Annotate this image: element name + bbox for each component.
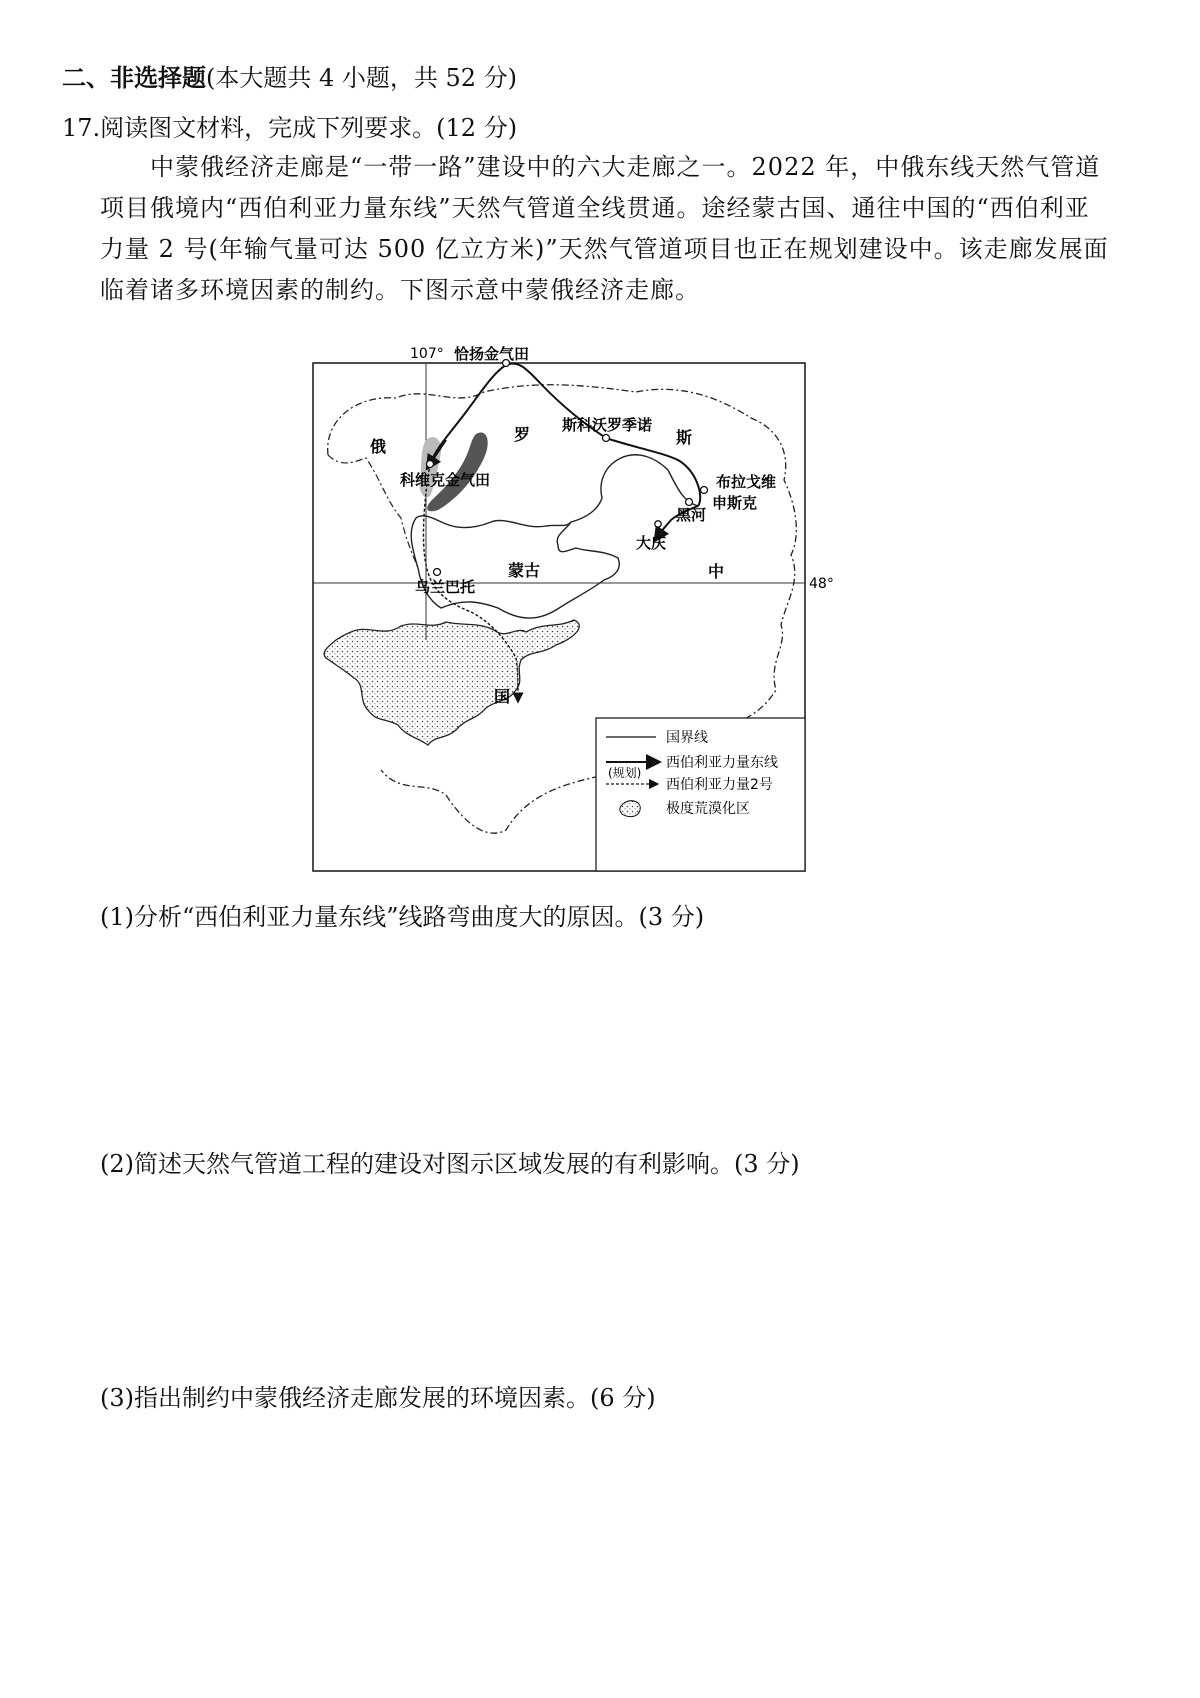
paragraph-line-1: 中蒙俄经济走廊是“一带一路”建设中的六大走廊之一。2022 年，中俄东线天然气管道 [150, 153, 1101, 181]
legend-line-2-label: 西伯利亚力量2号 [666, 777, 773, 793]
skovorodino-marker [603, 435, 610, 442]
china-label-1: 中 [708, 562, 725, 581]
longitude-label: 107° [410, 346, 444, 362]
ulaanbaatar-label: 乌兰巴托 [415, 578, 476, 596]
kovykta-marker [427, 461, 434, 468]
latitude-label: 48° [809, 576, 834, 592]
section-note: (本大题共 4 小题，共 52 分) [206, 64, 518, 92]
russia-label-3: 斯 [676, 428, 693, 447]
ulaanbaatar-marker [434, 569, 441, 576]
question-title: 17.阅读图文材料，完成下列要求。(12 分) [62, 114, 518, 142]
paragraph-line-2: 项目俄境内“西伯利亚力量东线”天然气管道全线贯通。途经蒙古国、通往中国的“西伯利亚 [100, 194, 1090, 222]
section-heading [62, 58, 517, 93]
subquestion-3: (3)指出制约中蒙俄经济走廊发展的环境因素。(6 分) [100, 1384, 656, 1412]
kovykta-label: 科维克金气田 [400, 471, 491, 489]
russia-mongolia-border [411, 516, 491, 568]
blagoveshchensk-label-2: 申斯克 [712, 494, 758, 512]
section-title: 二、非选择题 [62, 63, 206, 92]
russia-label-1: 俄 [370, 437, 387, 456]
paragraph-line-3: 力量 2 号(年输气量可达 500 亿立方米)”天然气管道项目也正在规划建设中。该走廊发展面 [100, 235, 1109, 263]
subquestion-1: (1)分析“西伯利亚力量东线”线路弯曲度大的原因。(3 分) [100, 903, 705, 931]
legend-desert-label: 极度荒漠化区 [666, 801, 750, 817]
skovorodino-label: 斯科沃罗季诺 [562, 416, 653, 434]
corridor-map [306, 340, 866, 880]
legend-east-line-label: 西伯利亚力量东线 [666, 755, 778, 771]
blagoveshchensk-label-1: 布拉戈维 [716, 473, 777, 491]
chayanda-label: 恰扬金气田 [454, 345, 530, 363]
legend-planned-tag: (规划) [608, 766, 642, 780]
blagoveshchensk-marker [701, 487, 708, 494]
daqing-marker [655, 521, 661, 527]
heihe-marker [686, 499, 693, 506]
legend-border-label: 国界线 [666, 730, 708, 746]
russia-mongolia-border-2 [491, 520, 571, 526]
map-legend [596, 718, 805, 871]
paragraph-line-4: 临着诸多环境因素的制约。下图示意中蒙俄经济走廊。 [100, 276, 700, 304]
russia-label-2: 罗 [514, 425, 531, 444]
daqing-label: 大庆 [636, 534, 667, 552]
subquestion-2: (2)简述天然气管道工程的建设对图示区域发展的有利影响。(3 分) [100, 1150, 800, 1178]
desert-area [324, 620, 579, 745]
mongolia-label: 蒙古 [508, 561, 541, 580]
china-label-2: 国 [494, 687, 511, 706]
heihe-label: 黑河 [676, 506, 707, 524]
